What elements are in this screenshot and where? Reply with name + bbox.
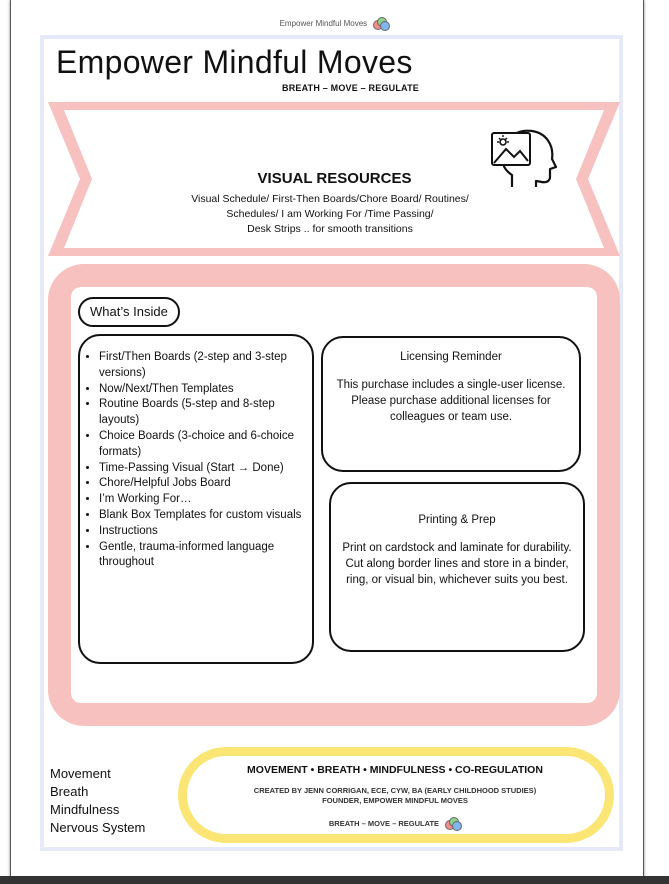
banner-title: VISUAL RESOURCES — [257, 170, 412, 187]
list-item: • Gentle, trauma-informed language throughout — [99, 540, 304, 572]
banner-line-1: Visual Schedule/ First-Then Boards/Chore Board/ Routines/ — [191, 193, 469, 205]
list-item: • Chore/Helpful Jobs Board — [99, 476, 304, 492]
printing-box — [329, 482, 585, 652]
list-item: • Now/Next/Then Templates — [99, 382, 304, 398]
brand-logo-icon — [445, 817, 461, 831]
bottom-word: Nervous System — [50, 820, 146, 835]
bottom-word: Movement — [50, 766, 111, 781]
footer-credit-2: FOUNDER, EMPOWER MINDFUL MOVES — [322, 796, 468, 805]
brand-logo-icon — [373, 17, 389, 31]
footer-credits — [0, 786, 669, 806]
header-brand-text: Empower Mindful Moves — [279, 19, 368, 29]
footer-headline: MOVEMENT • BREATH • MINDFULNESS • CO-REGULATION — [247, 764, 543, 776]
printing-title: Printing & Prep — [418, 514, 496, 526]
license-box — [321, 336, 581, 472]
license-body: This purchase includes a single-user license. Please purchase additional licenses for colleagues or team use. — [336, 379, 566, 423]
inside-list — [80, 336, 312, 571]
list-item: • Choice Boards (3-choice and 6-choice formats) — [99, 429, 304, 461]
page-tagline: BREATH – MOVE – REGULATE — [282, 83, 419, 93]
list-item: • I’m Working For… — [99, 492, 304, 508]
list-item: • First/Then Boards (2-step and 3-step versions) — [99, 350, 304, 382]
list-item: • Instructions — [99, 524, 304, 540]
printing-body: Print on cardstock and laminate for durability. Cut along border lines and store in a binder, ring, or visual bin, whichever suits you best. — [342, 542, 572, 586]
footer-tagline: BREATH – MOVE – REGULATE — [328, 818, 440, 828]
bottom-word: Breath — [50, 784, 89, 799]
banner-line-3: Desk Strips .. for smooth transitions — [247, 223, 413, 235]
bottom-strip — [0, 876, 669, 884]
inside-list-box — [78, 334, 314, 664]
header-brand — [0, 17, 669, 31]
list-item: • Time-Passing Visual (Start → Done) — [99, 461, 304, 477]
list-item: • Blank Box Templates for custom visuals — [99, 508, 304, 524]
banner-description — [170, 192, 490, 237]
footer-tagline-row — [0, 817, 669, 831]
list-item: • Routine Boards (5-step and 8-step layouts) — [99, 397, 304, 429]
whats-inside-label: What’s Inside — [78, 297, 180, 327]
footer-credit-1: CREATED BY JENN CORRIGAN, ECE, CYW, BA (EARLY CHILDHOOD STUDIES) — [253, 786, 537, 795]
bottom-word: Mindfulness — [50, 802, 120, 817]
page-title: Empower Mindful Moves — [56, 44, 413, 80]
banner-line-2: Schedules/ I am Working For /Time Passing/ — [226, 208, 434, 220]
license-title: Licensing Reminder — [400, 351, 502, 363]
